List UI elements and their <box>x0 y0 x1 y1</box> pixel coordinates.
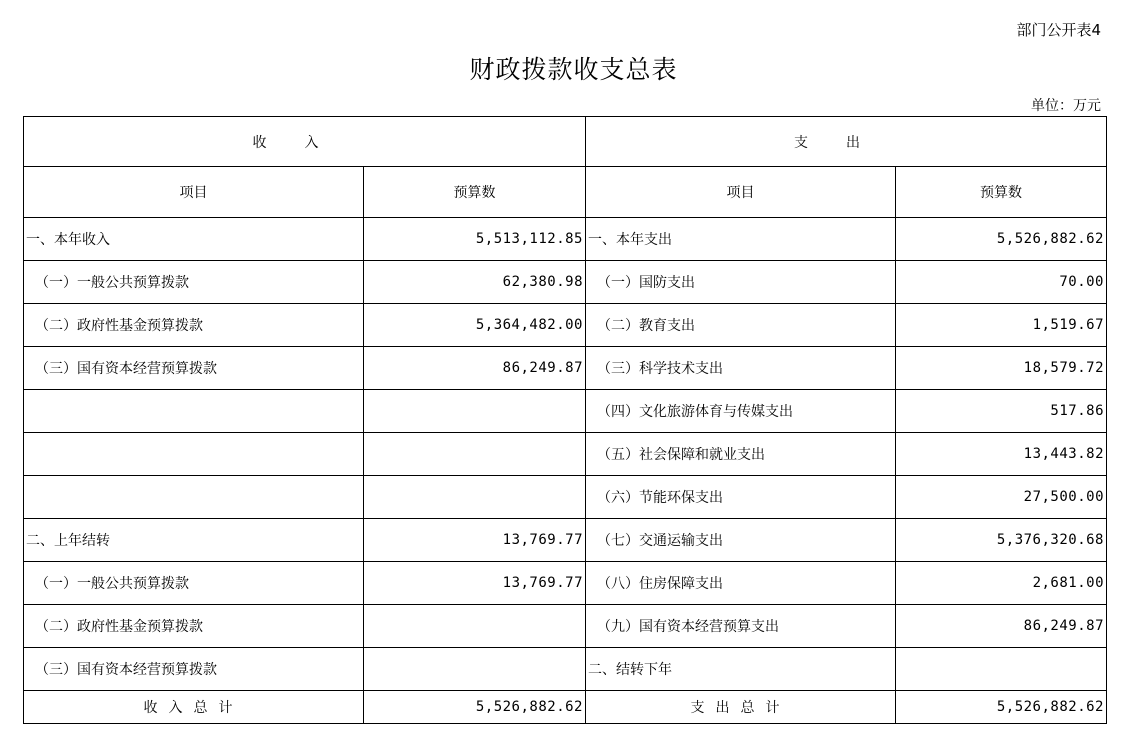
income-value-cell <box>364 605 586 648</box>
table-row <box>24 433 1107 476</box>
budget-table <box>23 116 1107 724</box>
expense-value-cell: 18,579.72 <box>896 347 1107 390</box>
income-total-value: 5,526,882.62 <box>364 691 586 724</box>
table-row <box>24 648 1107 691</box>
unit-label: 单位：万元 <box>1031 98 1101 114</box>
expense-item-cell: （一）国防支出 <box>586 261 896 304</box>
income-value-cell: 5,364,482.00 <box>364 304 586 347</box>
income-item-cell: （三）国有资本经营预算拨款 <box>24 648 364 691</box>
income-item-cell: 二、上年结转 <box>24 519 364 562</box>
table-row <box>24 476 1107 519</box>
income-item-cell: （二）政府性基金预算拨款 <box>24 304 364 347</box>
table-row <box>24 390 1107 433</box>
expense-item-cell: （九）国有资本经营预算支出 <box>586 605 896 648</box>
income-item-cell <box>24 476 364 519</box>
expense-value-cell: 1,519.67 <box>896 304 1107 347</box>
income-value-cell <box>364 648 586 691</box>
total-row <box>24 691 1107 724</box>
income-item-cell: （三）国有资本经营预算拨款 <box>24 347 364 390</box>
expense-value-cell: 70.00 <box>896 261 1107 304</box>
form-code: 部门公开表4 <box>1016 21 1101 39</box>
expense-item-cell: 一、本年支出 <box>586 218 896 261</box>
expense-item-cell: （八）住房保障支出 <box>586 562 896 605</box>
income-value-cell: 86,249.87 <box>364 347 586 390</box>
expense-value-cell: 86,249.87 <box>896 605 1107 648</box>
income-item-cell: （一）一般公共预算拨款 <box>24 562 364 605</box>
expense-value-cell: 2,681.00 <box>896 562 1107 605</box>
income-budget-header: 预算数 <box>364 167 586 218</box>
table-row <box>24 605 1107 648</box>
table-row <box>24 218 1107 261</box>
expense-value-cell: 27,500.00 <box>896 476 1107 519</box>
income-total-label: 收入总计 <box>24 691 364 724</box>
expense-section-header: 支出 <box>586 117 1107 167</box>
expense-total-value: 5,526,882.62 <box>896 691 1107 724</box>
table-row <box>24 562 1107 605</box>
table-row <box>24 304 1107 347</box>
income-item-cell <box>24 390 364 433</box>
expense-item-cell: （三）科学技术支出 <box>586 347 896 390</box>
expense-item-cell: （六）节能环保支出 <box>586 476 896 519</box>
page-title: 财政拨款收支总表 <box>469 55 678 84</box>
income-value-cell <box>364 476 586 519</box>
income-value-cell: 13,769.77 <box>364 562 586 605</box>
table-row <box>24 261 1107 304</box>
income-value-cell <box>364 433 586 476</box>
income-item-cell: 一、本年收入 <box>24 218 364 261</box>
table-row <box>24 347 1107 390</box>
expense-budget-header: 预算数 <box>896 167 1107 218</box>
income-item-header: 项目 <box>24 167 364 218</box>
expense-value-cell: 5,376,320.68 <box>896 519 1107 562</box>
income-value-cell: 5,513,112.85 <box>364 218 586 261</box>
expense-item-cell: （七）交通运输支出 <box>586 519 896 562</box>
income-item-cell: （二）政府性基金预算拨款 <box>24 605 364 648</box>
expense-item-header: 项目 <box>586 167 896 218</box>
expense-item-cell: （四）文化旅游体育与传媒支出 <box>586 390 896 433</box>
expense-value-cell <box>896 648 1107 691</box>
expense-item-cell: 二、结转下年 <box>586 648 896 691</box>
expense-total-label: 支出总计 <box>586 691 896 724</box>
expense-value-cell: 13,443.82 <box>896 433 1107 476</box>
income-item-cell <box>24 433 364 476</box>
income-value-cell: 62,380.98 <box>364 261 586 304</box>
table-row <box>24 519 1107 562</box>
expense-item-cell: （二）教育支出 <box>586 304 896 347</box>
income-value-cell: 13,769.77 <box>364 519 586 562</box>
income-section-header: 收入 <box>24 117 586 167</box>
income-value-cell <box>364 390 586 433</box>
expense-item-cell: （五）社会保障和就业支出 <box>586 433 896 476</box>
expense-value-cell: 517.86 <box>896 390 1107 433</box>
income-item-cell: （一）一般公共预算拨款 <box>24 261 364 304</box>
expense-value-cell: 5,526,882.62 <box>896 218 1107 261</box>
